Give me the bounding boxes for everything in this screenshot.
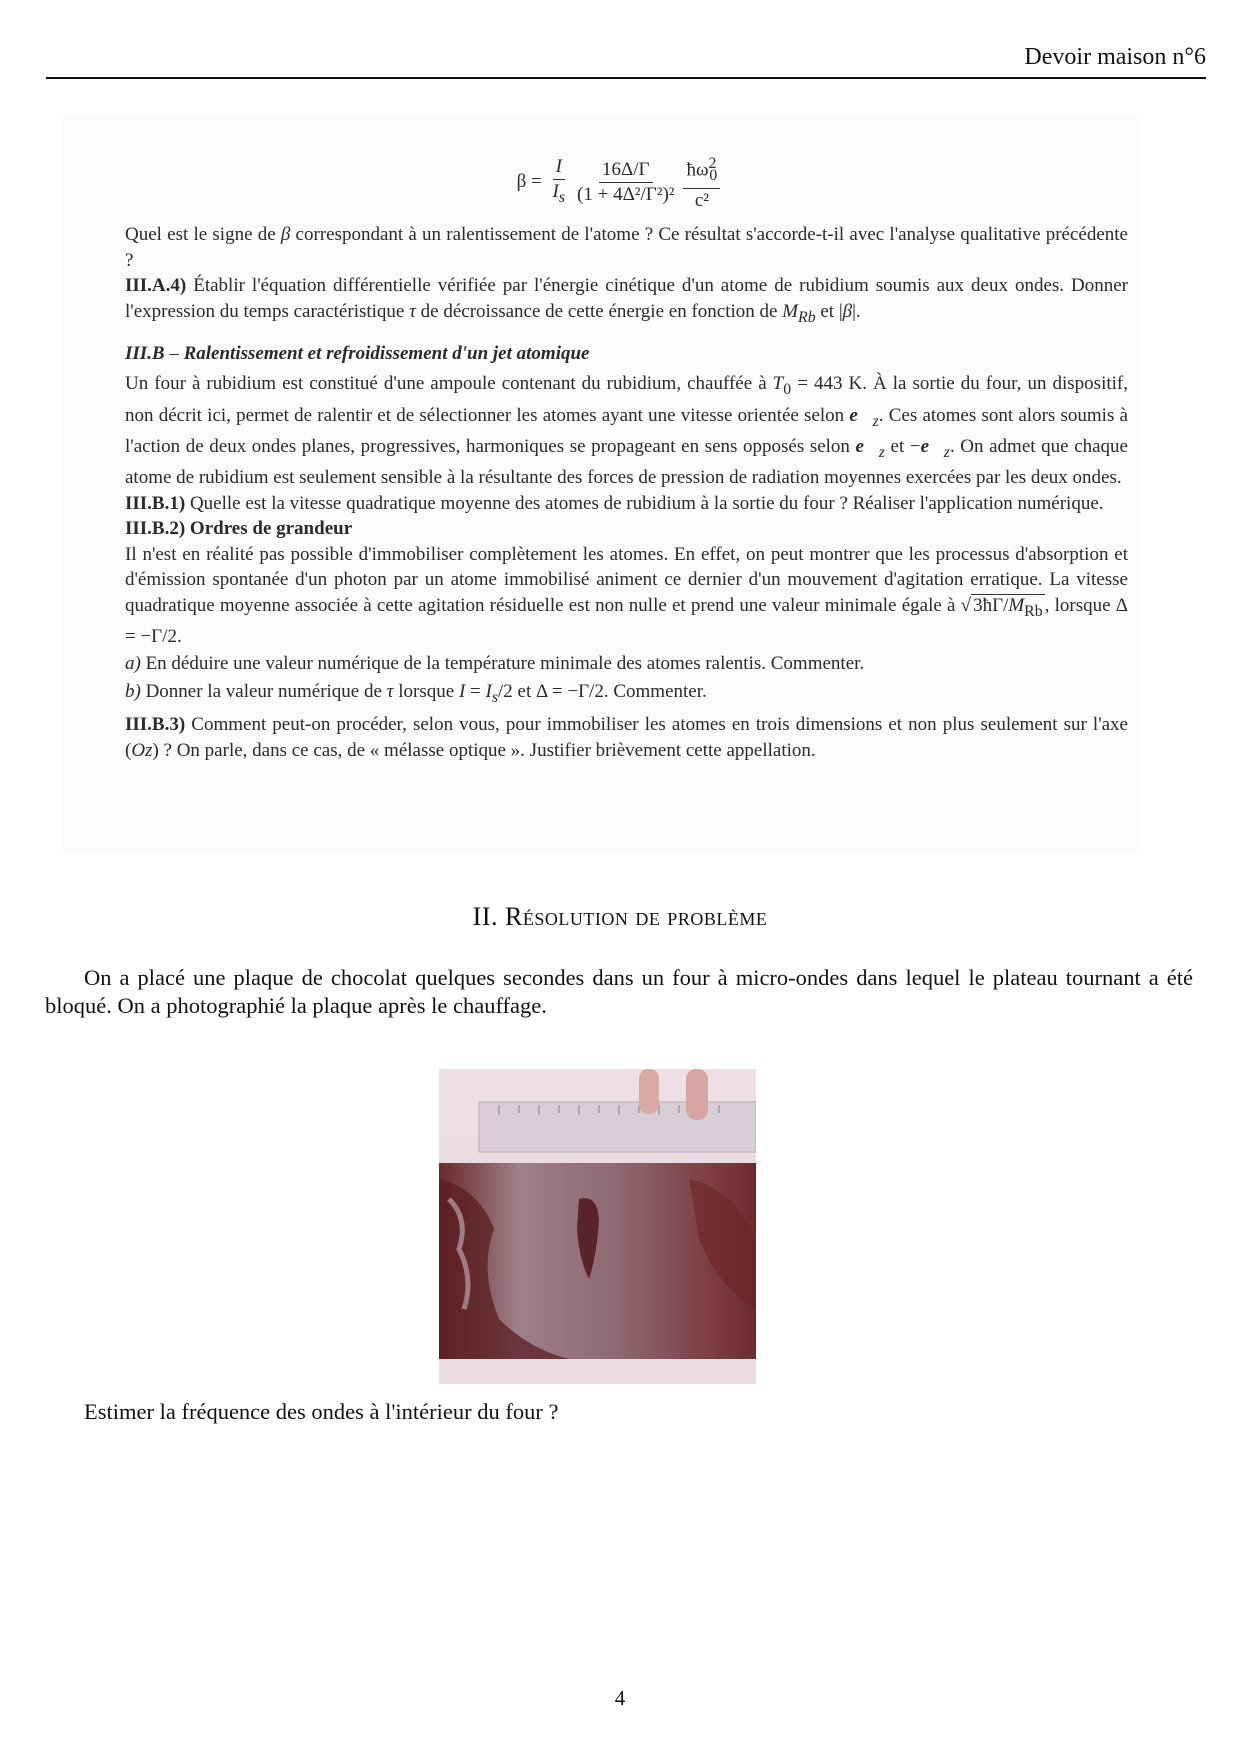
question-label: III.B.3) bbox=[125, 714, 186, 736]
math: T bbox=[772, 373, 784, 395]
math: I bbox=[458, 680, 466, 702]
page-number: 4 bbox=[614, 1686, 626, 1710]
question-III-B-1 bbox=[125, 491, 1128, 517]
fraction-momentum bbox=[683, 152, 720, 213]
header-rule bbox=[46, 77, 1206, 79]
question-text: Estimer la fréquence des ondes à l'intérieur du four ? bbox=[84, 1399, 559, 1424]
math-sub: s bbox=[491, 688, 498, 706]
paragraph-orders-of-magnitude bbox=[125, 542, 1128, 650]
text: En déduire une valeur numérique de la température minimale des atomes ralentis. Commenter. bbox=[140, 653, 865, 675]
math-sub: Rb bbox=[1024, 602, 1043, 620]
den bbox=[550, 180, 569, 210]
text: Quel est le signe de bbox=[125, 224, 281, 245]
math-sub: Rb bbox=[798, 308, 816, 326]
sqrt-sign: √ bbox=[960, 594, 972, 616]
section-title-problem-solving: II. Résolution de problème bbox=[472, 902, 768, 931]
num-text: ħω bbox=[686, 159, 709, 181]
formula-lhs: β = bbox=[516, 170, 542, 192]
num-sub: 0 bbox=[709, 167, 718, 185]
text: Établir l'équation différentielle vérifiée par l'énergie cinétique d'un atome de rubidium soumis aux deux ondes. Donner l'expression du temps caractéristique bbox=[125, 275, 1128, 322]
text: Il n'est en réalité pas possible d'immobiliser complètement les atomes. En effet, on peut montrer que les processus d'absorption et d'émission spontanée d'un photon par un atome immobilisé animent ce dernier d'un mouvement d'agitation erratique. La vitesse quadratique moyenne associée à cette agitation résiduelle est non nulle et prend une valeur minimale égale à bbox=[125, 543, 1128, 616]
sqrt-body bbox=[971, 594, 1045, 620]
vector-sub: z bbox=[943, 443, 950, 461]
num-sup: 2 bbox=[708, 155, 717, 172]
text: Comment peut-on procéder, selon vous, pour immobiliser les atomes en trois dimensions et non plus seulement sur l'axe ( bbox=[125, 714, 1128, 761]
math: Oz bbox=[131, 739, 153, 761]
intro-paragraph bbox=[45, 964, 1193, 1020]
chocolate-photo-image bbox=[439, 1069, 756, 1384]
text: . Ces atomes sont alors soumis à l'action de deux ondes planes, progressives, harmoniques se propageant en sens opposés selon bbox=[125, 404, 1128, 457]
question-beta-sign bbox=[125, 222, 1128, 273]
math: τ bbox=[386, 680, 394, 702]
vector: e⃗ bbox=[855, 435, 879, 457]
vector: e⃗ bbox=[849, 404, 873, 426]
vector-sub: z bbox=[872, 412, 879, 430]
question-a bbox=[125, 651, 1128, 677]
num: I bbox=[553, 155, 565, 180]
vector: e⃗ bbox=[920, 435, 944, 457]
text: . On admet que chaque atome de rubidium est seulement sensible à la résultante des forces de pression de radiation moyennes exercées par les deux ondes. bbox=[125, 435, 1128, 489]
text: /2 et Δ = −Γ/2. Commenter. bbox=[497, 680, 707, 702]
math: I bbox=[485, 680, 492, 702]
math-sub: 0 bbox=[783, 381, 792, 399]
num bbox=[683, 152, 720, 189]
math: τ bbox=[409, 300, 416, 322]
fraction-intensity bbox=[550, 155, 569, 210]
chocolate-photo bbox=[439, 1069, 756, 1384]
vector-sub: z bbox=[878, 443, 885, 461]
text: = 443 K. À la sortie du four, un dispositif, non décrit ici, permet de ralentir et de sélectionner les atomes ayant une vitesse orientée selon bbox=[125, 373, 1128, 426]
math: β bbox=[280, 224, 291, 245]
dash: – bbox=[164, 342, 184, 364]
text: = bbox=[465, 680, 486, 702]
math: M bbox=[782, 300, 799, 322]
text: ) ? On parle, dans ce cas, de « mélasse optique ». Justifier brièvement cette appellation. bbox=[152, 739, 816, 761]
fraction-detuning bbox=[574, 158, 677, 207]
beta-formula bbox=[0, 152, 1240, 213]
question-III-B-2: III.B.2) Ordres de grandeur bbox=[125, 518, 353, 540]
text: de décroissance de cette énergie en fonction de bbox=[415, 300, 783, 322]
num: 16Δ/Γ bbox=[599, 158, 652, 183]
excerpt-text-block bbox=[125, 222, 1128, 763]
text: Donner la valeur numérique de bbox=[140, 680, 387, 702]
section-label: III.B bbox=[125, 342, 165, 364]
question-b bbox=[125, 679, 1128, 710]
math: 3ħΓ/ bbox=[973, 594, 1009, 616]
text: Quelle est la vitesse quadratique moyenne des atomes de rubidium à la sortie du four ? Réaliser l'application numérique. bbox=[185, 492, 1104, 514]
section-title: Ralentissement et refroidissement d'un jet atomique bbox=[183, 342, 590, 364]
question-label: III.B.1) bbox=[125, 492, 186, 514]
question-III-A-4 bbox=[125, 273, 1128, 330]
text: , lorsque Δ = −Γ/2. bbox=[125, 594, 1128, 647]
text: lorsque bbox=[393, 680, 459, 702]
text: Un four à rubidium est constitué d'une ampoule contenant du rubidium, chauffée à bbox=[125, 373, 773, 395]
text: et − bbox=[884, 435, 921, 457]
den-sub: s bbox=[558, 188, 566, 206]
paragraph-rubidium-oven bbox=[125, 371, 1128, 490]
question-paragraph bbox=[45, 1398, 1193, 1426]
den: (1 + 4Δ²/Γ²)² bbox=[577, 184, 675, 206]
text: et | bbox=[815, 300, 843, 322]
math: M bbox=[1008, 594, 1025, 616]
intro-text: On a placé une plaque de chocolat quelques secondes dans un four à micro-ondes dans lequel le plateau tournant a été bloqué. On a photographié la plaque après le chauffage. bbox=[45, 965, 1193, 1018]
den: c² bbox=[694, 190, 709, 212]
running-header: Devoir maison n°6 bbox=[1024, 44, 1206, 70]
math: β bbox=[842, 300, 853, 322]
section-heading-III-B bbox=[125, 341, 1128, 367]
text: correspondant à un ralentissement de l'atome ? Ce résultat s'accorde-t-il avec l'analyse qualitative précédente ? bbox=[125, 224, 1128, 271]
question-III-B-3 bbox=[125, 712, 1128, 763]
question-label: b) bbox=[125, 680, 141, 702]
question-label: a) bbox=[125, 653, 141, 675]
den-text: I bbox=[552, 181, 559, 203]
text: |. bbox=[852, 300, 861, 322]
question-label: III.A.4) bbox=[125, 275, 187, 296]
